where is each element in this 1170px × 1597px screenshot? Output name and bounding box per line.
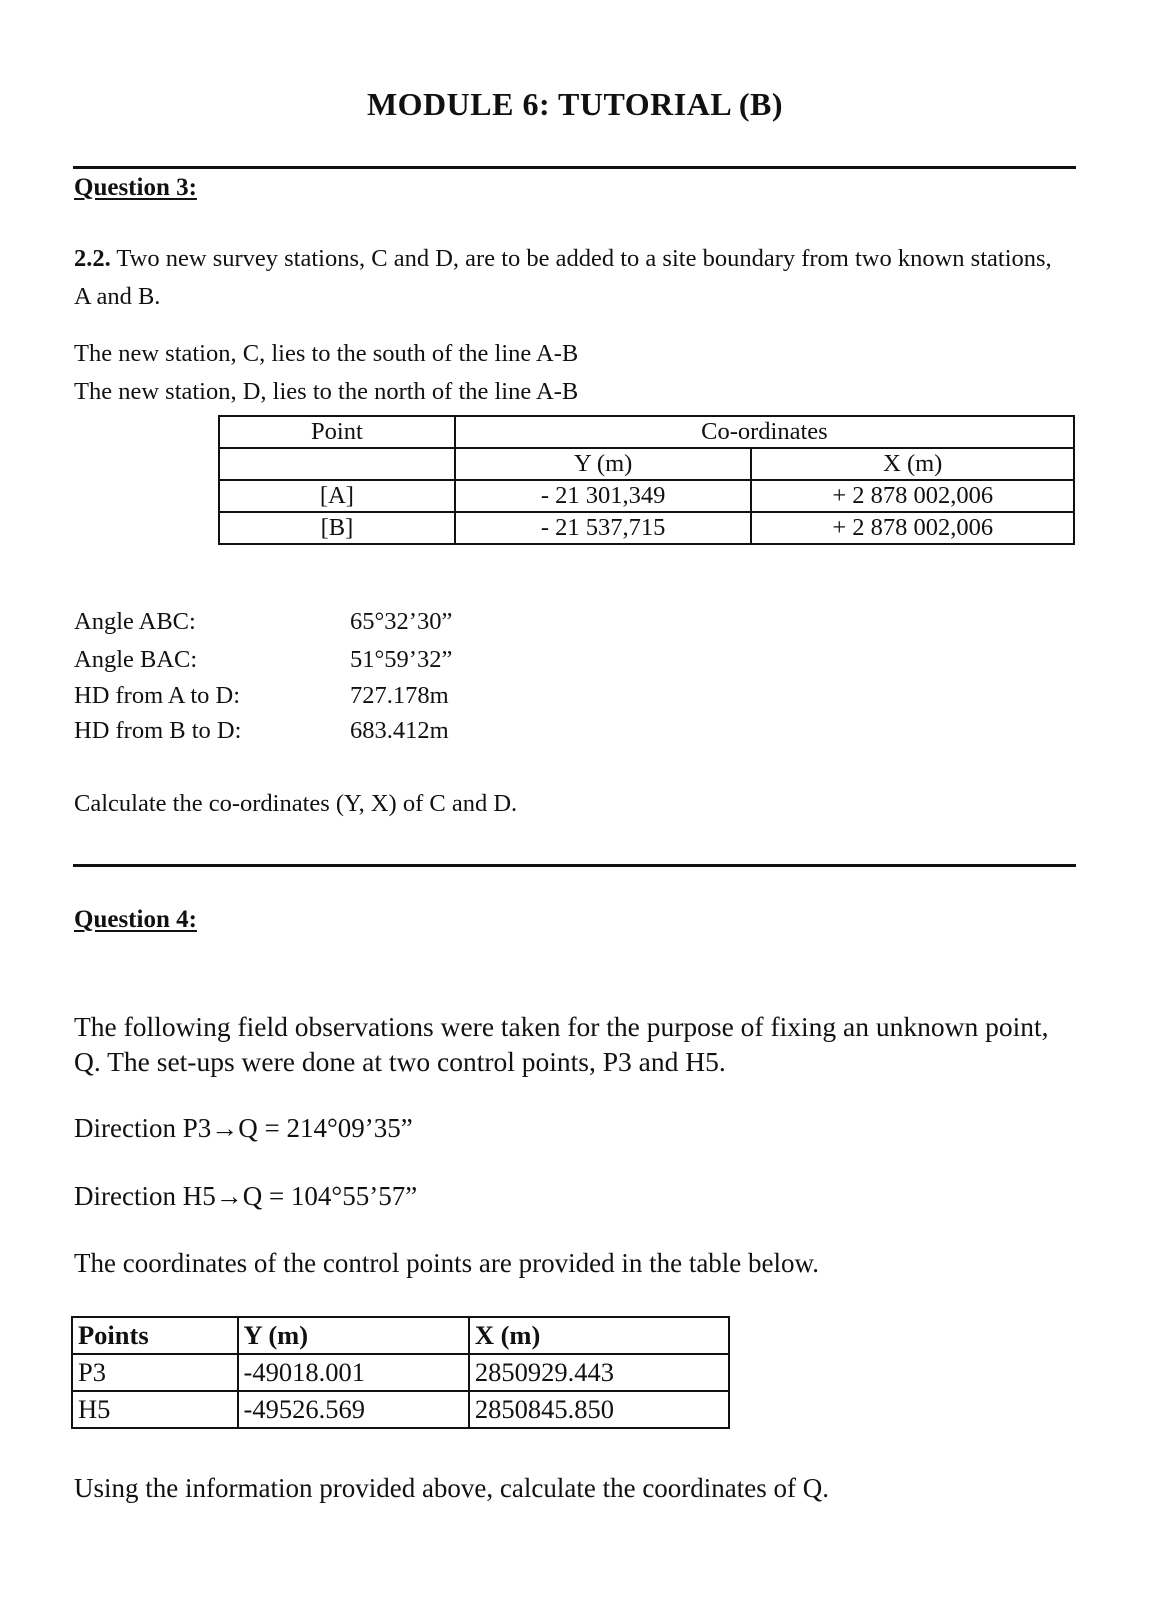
question-4-heading: Question 4: — [74, 906, 197, 933]
question-3-intro-text: Two new survey stations, C and D, are to be added to a site boundary from two known stations, A and B. — [74, 245, 1052, 310]
cell-y: -49526.569 — [238, 1391, 469, 1428]
value-amount: 65°32’30” — [350, 608, 453, 635]
question-3-heading: Question 3: — [74, 174, 197, 201]
value-amount: 683.412m — [350, 717, 449, 744]
value-label: HD from A to D: — [74, 682, 241, 709]
cell-y: - 21 537,715 — [455, 512, 752, 544]
table-header-row — [219, 416, 1074, 448]
header-x: X (m) — [751, 448, 1074, 480]
question-3-task: Calculate the co-ordinates (Y, X) of C and D. — [74, 790, 518, 817]
value-amount: 727.178m — [350, 682, 449, 709]
header-points: Points — [72, 1317, 238, 1354]
station-c-description: The new station, C, lies to the south of the line A-B — [74, 340, 579, 367]
cell-x: 2850929.443 — [469, 1354, 729, 1391]
cell-point: H5 — [72, 1391, 238, 1428]
header-x: X (m) — [469, 1317, 729, 1354]
value-label: HD from B to D: — [74, 717, 242, 744]
cell-y: -49018.001 — [238, 1354, 469, 1391]
direction-h5-q: Direction H5→Q = 104°55’57” — [74, 1181, 418, 1211]
value-label: Angle ABC: — [74, 608, 196, 635]
cell-point: P3 — [72, 1354, 238, 1391]
question-3-number: 2.2. — [74, 245, 111, 272]
cell-x: + 2 878 002,006 — [751, 480, 1074, 512]
table-row — [219, 480, 1074, 512]
station-d-description: The new station, D, lies to the north of the line A-B — [74, 378, 579, 405]
cell-point: [A] — [219, 480, 455, 512]
question-3-intro — [74, 240, 1064, 316]
table-subheader-row — [219, 448, 1074, 480]
control-points-table — [71, 1316, 730, 1429]
question-4-intro: The following field observations were taken for the purpose of fixing an unknown point, Q. The set-ups were done at two control points, P3 and H5. — [74, 1011, 1049, 1077]
known-stations-table — [218, 415, 1075, 545]
header-coordinates: Co-ordinates — [455, 416, 1074, 448]
header-point: Point — [219, 416, 455, 448]
table-row — [72, 1354, 729, 1391]
question-4-task: Using the information provided above, calculate the coordinates of Q. — [74, 1473, 830, 1503]
subheader-empty — [219, 448, 455, 480]
value-amount: 51°59’32” — [350, 646, 453, 673]
cell-x: 2850845.850 — [469, 1391, 729, 1428]
table-header-row — [72, 1317, 729, 1354]
header-y: Y (m) — [455, 448, 752, 480]
page-title: MODULE 6: TUTORIAL (B) — [366, 86, 784, 122]
section-divider-top — [73, 166, 1076, 169]
table-row — [72, 1391, 729, 1428]
control-points-intro: The coordinates of the control points are provided in the table below. — [74, 1248, 820, 1278]
table-row — [219, 512, 1074, 544]
cell-y: - 21 301,349 — [455, 480, 752, 512]
direction-p3-q: Direction P3→Q = 214°09’35” — [74, 1113, 413, 1143]
value-label: Angle BAC: — [74, 646, 198, 673]
header-y: Y (m) — [238, 1317, 469, 1354]
section-divider-middle — [73, 864, 1076, 867]
cell-x: + 2 878 002,006 — [751, 512, 1074, 544]
cell-point: [B] — [219, 512, 455, 544]
